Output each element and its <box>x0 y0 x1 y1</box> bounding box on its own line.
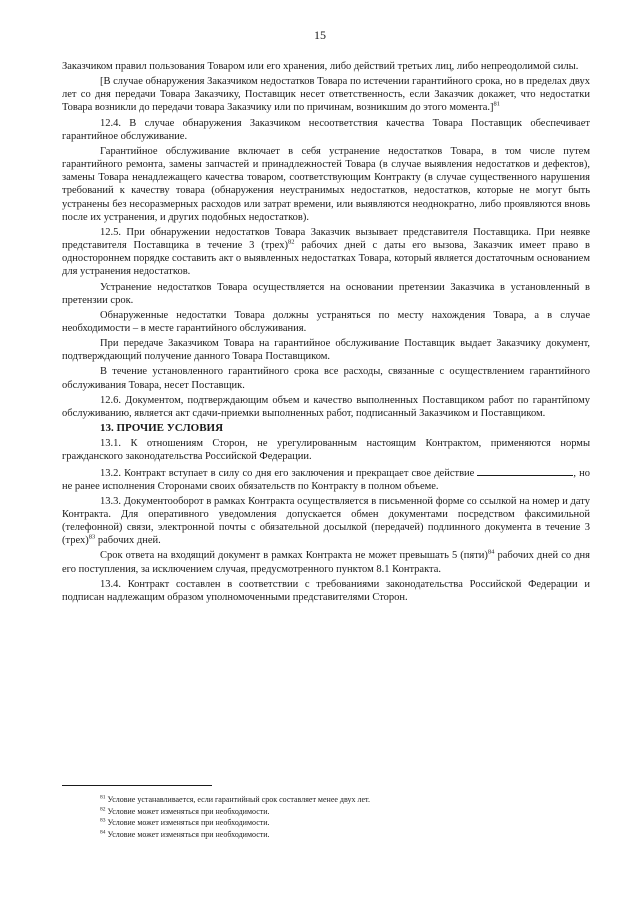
document-body <box>62 60 590 606</box>
section-title: 13. ПРОЧИЕ УСЛОВИЯ <box>100 422 224 435</box>
footnote-ref-82: 82 <box>287 238 295 246</box>
paragraph-claim: Устранение недостатков Товара осуществляется на основании претензии Заказчика в установленный в претензии срок. <box>62 281 590 306</box>
paragraph-13-3: 13.3. Документооборот в рамках Контракта осуществляется в письменной форме со ссылкой на номер и дату Контракта. Для оперативного уведомления допускается обмен документами посредством факсимильной (телефонной) связи, электронной почты с обязательной досылкой (передачей) подлинного документа в течение 3 (трех)$^{83}$ рабочих дней. <box>62 495 590 547</box>
paragraph-12-6: 12.6. Документом, подтверждающим объем и качество выполненных Поставщиком работ по гарантйпому обслуживанию, является акт сдачи-приемки выполненных работ, подписанный Заказчиком и Поставщиком. <box>62 394 590 419</box>
paragraph-13-4: 13.4. Контракт составлен в соответствии с требованиями законодательства Российской Федерации и подписан надлежащим образом уполномоченными представителями Сторон. <box>62 578 590 603</box>
paragraph-13-1: 13.1. К отношениям Сторон, не урегулированным настоящим Контрактом, применяются нормы гражданского законодательства Российской Федерации. <box>62 438 590 463</box>
paragraph-warranty-service: Гарантийное обслуживание включает в себя устранение недостатков Товара, в том числе путем гарантийного ремонта, замены запчастей и принадлежностей Товара (в случае выявления недостатков и дефектов), замены Товара ненадлежащего качества товаром, соответствующим Контракту (в случае существенного нарушения требований к качеству товара (обнаружения неустранимых недостатков, недостатков, которые не могут быть устранены без несоразмерных расходов или затрат времени, или выявляются неоднократно, либо проявляются вновь после их устранения, и других подобных недостатков). <box>62 145 590 223</box>
footnotes <box>100 794 580 840</box>
footnote-ref-84: 84 <box>487 548 495 556</box>
paragraph-warranty-expiry: [В случае обнаружения Заказчиком недостатков Товара по истечении гарантийного срока, но в пределах двух лет со дня передачи Товара Заказчику, Поставщик несет ответственность, если Заказчик докажет, что недостатки Товара возникли до передачи товара Заказчику или по причинам, возникшим до этого момента.]$^{81}$ <box>62 76 590 114</box>
footnote-ref-81: 81 <box>493 100 500 108</box>
footnote-83: $^{83}$ Условие может изменяться при необходимости. <box>100 817 270 827</box>
footnote-84: $^{84}$ Условие может изменяться при необходимости. <box>100 828 270 839</box>
footnote-82: $^{82}$ Условие может изменяться при необходимости. <box>100 805 270 816</box>
paragraph-location: Обнаруженные недостатки Товара должны устраняться по месту нахождения Товара, а в случае необходимости – в месте гарантийного обслуживания. <box>62 309 590 334</box>
paragraph-response-time: Срок ответа на входящий документ в рамках Контракта не может превышать 5 (пяти)$^{84}$ рабочих дней со дня его поступления, за исключением случая, предусмотренного пунктом 8.1 Контракта. <box>62 548 590 575</box>
paragraph-expenses: В течение установленного гарантийного срока все расходы, связанные с осуществлением гарантийного обслуживания Товара, несет Поставщик. <box>62 366 590 391</box>
footnote-81: $^{81}$ Условие устанавливается, если гарантийный срок составляет менее двух лет. <box>100 794 370 804</box>
footnote-separator <box>62 785 212 786</box>
paragraph-13-2: 13.2. Контракт вступает в силу со дня его заключения и прекращает свое действие , но не ранее исполнения Сторонами своих обязательств по Контракту в полном объеме. <box>62 467 591 492</box>
paragraph-handover: При передаче Заказчиком Товара на гарантийное обслуживание Поставщик выдает Заказчику документ, подтверждающий получение данного Товара Поставщиком. <box>62 338 590 363</box>
paragraph-12-5: 12.5. При обнаружении недостатков Товара Заказчик вызывает представителя Поставщика. При неявке представителя Поставщика в течение 3 (трех)$^{82}$ рабочих дней с даты его вызова, Заказчик имеет право в одностороннем порядке составить акт о выявленных недостатках Товара, который является достаточным основанием для устранения недостатков. <box>62 226 590 278</box>
page-number: 15 <box>314 28 326 42</box>
paragraph-12-4: 12.4. В случае обнаружения Заказчиком несоответствия качества Товара Поставщик обеспечивает гарантийное обслуживание. <box>62 117 590 142</box>
footnote-ref-83: 83 <box>88 533 96 541</box>
blank-date-line <box>477 466 573 476</box>
paragraph-continuation: Заказчиком правил пользования Товаром или его хранения, либо действий третьих лиц, либо непреодолимой силы. <box>62 61 579 72</box>
